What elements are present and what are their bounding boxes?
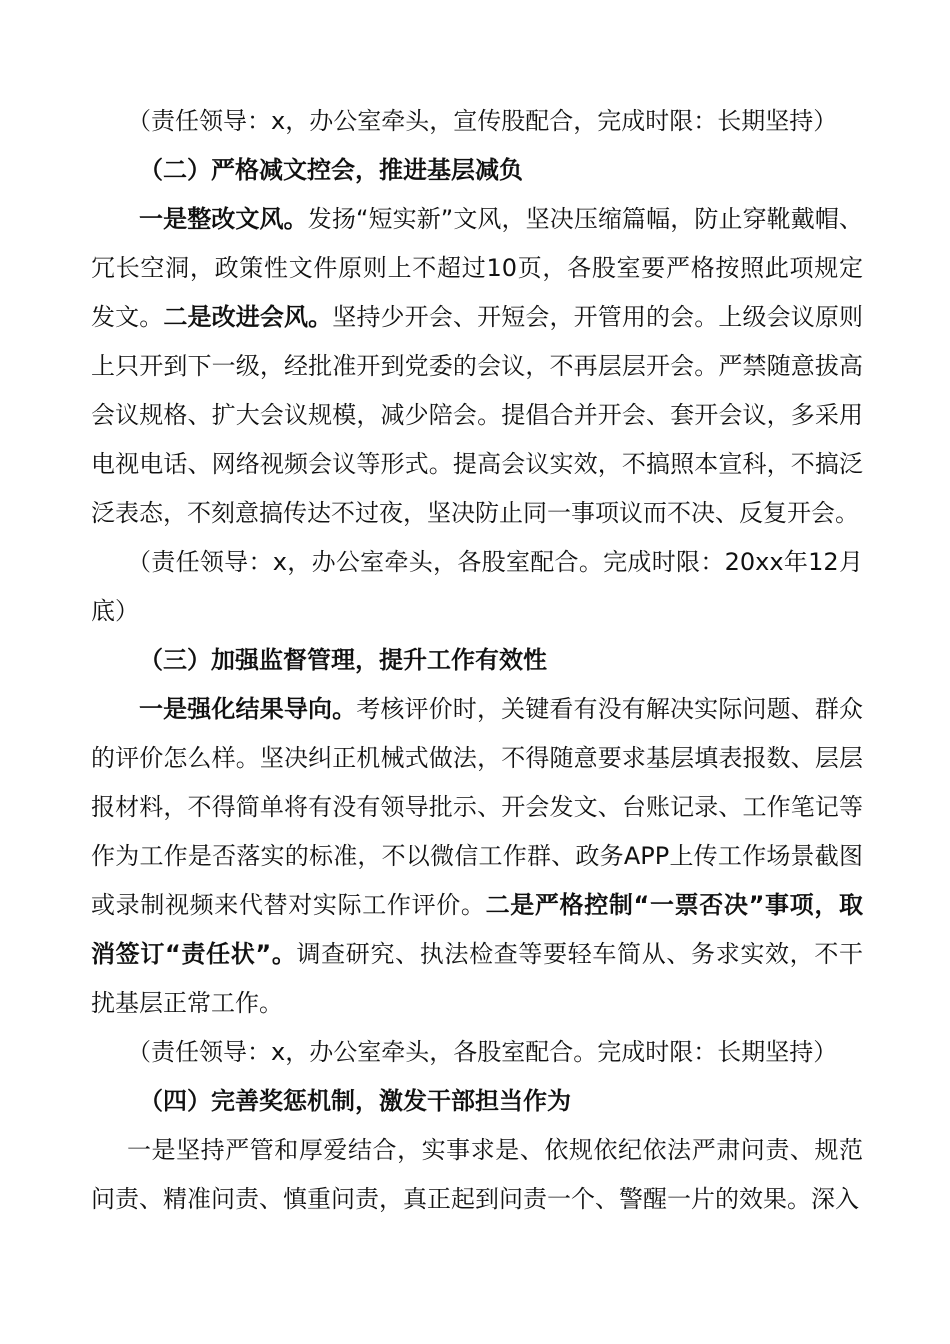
bold-lead: 二是改进会风。 [163,303,333,331]
document-body [91,97,863,1224]
responsibility-note: （责任领导：x，办公室牵头，各股室配合。完成时限：20xx年12月底） [91,548,863,625]
bold-lead: 一是强化结果导向。 [139,695,357,723]
paragraph-text: 考核评价时，关键看有没有解决实际问题、群众的评价怎么样。坚决纠正机械式做法，不得随意要求基层填表报数、层层报材料，不得简单将有没有领导批示、开会发文、台账记录、工作笔记等作为工作是否落实的标准，不以微信工作群、政务APP上传工作场景截图或录制视频来代替对实际工作评价。 [91,695,864,919]
responsibility-note: （责任领导：x，办公室牵头，各股室配合。完成时限：长期坚持） [127,1038,838,1066]
paragraph-text: 发扬“短实新”文风，坚决压缩篇幅，防止穿靴戴帽、冗长空洞，政策性文件原则上不超过10页，各股室要严格按照此项规定发文。 [91,205,863,331]
bold-lead: 二是严格控制“一票否决”事项，取消签订“责任状”。 [91,891,864,968]
section-heading-2: （二）严格减文控会，推进基层减负 [139,156,523,184]
section-heading-4: （四）完善奖惩机制，激发干部担当作为 [139,1087,571,1115]
paragraph-text: 调查研究、执法检查等要轻车简从、务求实效，不干扰基层正常工作。 [91,940,863,1017]
bold-lead: 一是整改文风。 [139,205,308,233]
paragraph-supervision [91,685,863,1028]
responsibility-note: （责任领导：x，办公室牵头，宣传股配合，完成时限：长期坚持） [127,107,838,135]
paragraph-text: 坚持少开会、开短会，开管用的会。上级会议原则上只开到下一级，经批准开到党委的会议，不再层层开会。严禁随意拔高会议规格、扩大会议规模，减少陪会。提倡合并开会、套开会议，多采用电视电话、网络视频会议等形式。提高会议实效，不搞照本宣科，不搞泛泛表态，不刻意搞传达不过夜，坚决防止同一事项议而不决、反复开会。 [91,303,864,527]
paragraph-reduce-documents [91,195,863,538]
section-heading-3: （三）加强监督管理，提升工作有效性 [139,646,547,674]
paragraph-rewards: 一是坚持严管和厚爱结合，实事求是、依规依纪依法严肃问责、规范问责、精准问责、慎重问责，真正起到问责一个、警醒一片的效果。深入 [91,1136,863,1213]
